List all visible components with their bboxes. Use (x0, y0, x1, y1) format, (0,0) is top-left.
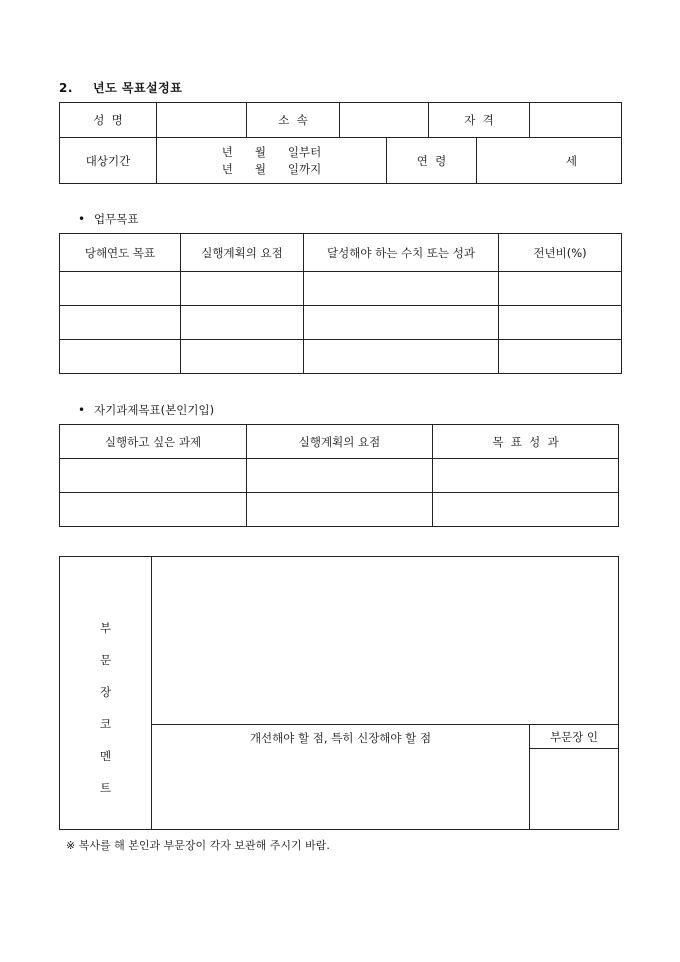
work-goals-header: 실행계획의 요점 (181, 234, 304, 272)
period-from: 년 월 일부터 (221, 144, 322, 159)
period-label: 대상기간 (60, 138, 157, 184)
table-cell[interactable] (60, 459, 247, 493)
table-cell[interactable] (304, 340, 499, 374)
self-goals-header: 목 표 성 과 (433, 425, 619, 459)
table-cell[interactable] (247, 459, 433, 493)
table-row (60, 340, 622, 374)
work-goals-header: 당해연도 목표 (60, 234, 181, 272)
seal-field[interactable] (530, 749, 619, 830)
table-row (60, 459, 619, 493)
improvement-area[interactable] (152, 725, 530, 830)
affiliation-field[interactable] (340, 103, 429, 138)
age-field[interactable] (477, 138, 622, 184)
age-label: 연 령 (387, 138, 477, 184)
page-title (59, 79, 182, 96)
side-char: 문 (99, 653, 112, 667)
table-cell[interactable] (60, 272, 181, 306)
self-goals-section-label: • 자기과제목표(본인기입) (78, 402, 214, 418)
table-cell[interactable] (433, 493, 619, 527)
side-char: 장 (99, 685, 112, 699)
work-goals-header: 달성해야 하는 수치 또는 성과 (304, 234, 499, 272)
table-cell[interactable] (499, 306, 622, 340)
work-goals-table (59, 233, 622, 374)
improvement-label: 개선해야 할 점, 특히 신장해야 할 점 (249, 731, 432, 745)
footnote: ※ 복사를 해 본인과 부문장이 각자 보관해 주시기 바람. (66, 839, 330, 852)
table-cell[interactable] (181, 272, 304, 306)
name-field[interactable] (157, 103, 247, 138)
table-cell[interactable] (247, 493, 433, 527)
self-goals-table (59, 424, 619, 527)
side-char: 부 (99, 621, 112, 635)
affiliation-label: 소 속 (247, 103, 340, 138)
table-cell[interactable] (499, 340, 622, 374)
self-goals-header: 실행하고 싶은 과제 (60, 425, 247, 459)
table-cell[interactable] (304, 272, 499, 306)
table-cell[interactable] (60, 340, 181, 374)
work-goals-section-label: • 업무목표 (78, 211, 138, 227)
age-unit: 세 (565, 153, 577, 168)
side-char: 트 (99, 781, 112, 795)
qualification-field[interactable] (530, 103, 622, 138)
side-char: 코 (99, 717, 112, 731)
qualification-label: 자 격 (429, 103, 530, 138)
info-table (59, 102, 622, 184)
comment-table (59, 556, 619, 830)
table-cell[interactable] (304, 306, 499, 340)
title-text: 년도 목표설정표 (93, 81, 183, 95)
comment-area[interactable] (152, 557, 619, 725)
side-char: 멘 (99, 749, 112, 763)
comment-side-label (60, 557, 152, 830)
table-cell[interactable] (60, 493, 247, 527)
table-cell[interactable] (499, 272, 622, 306)
table-cell[interactable] (60, 306, 181, 340)
table-cell[interactable] (433, 459, 619, 493)
table-cell[interactable] (181, 340, 304, 374)
table-row (60, 493, 619, 527)
work-goals-header: 전년비(%) (499, 234, 622, 272)
seal-label: 부문장 인 (530, 725, 619, 749)
self-goals-header: 실행계획의 요점 (247, 425, 433, 459)
table-row (60, 272, 622, 306)
period-field[interactable] (157, 138, 387, 184)
table-cell[interactable] (181, 306, 304, 340)
table-row (60, 306, 622, 340)
section-number: 2. (59, 81, 73, 95)
period-to: 년 월 일까지 (221, 161, 322, 176)
name-label: 성 명 (60, 103, 157, 138)
